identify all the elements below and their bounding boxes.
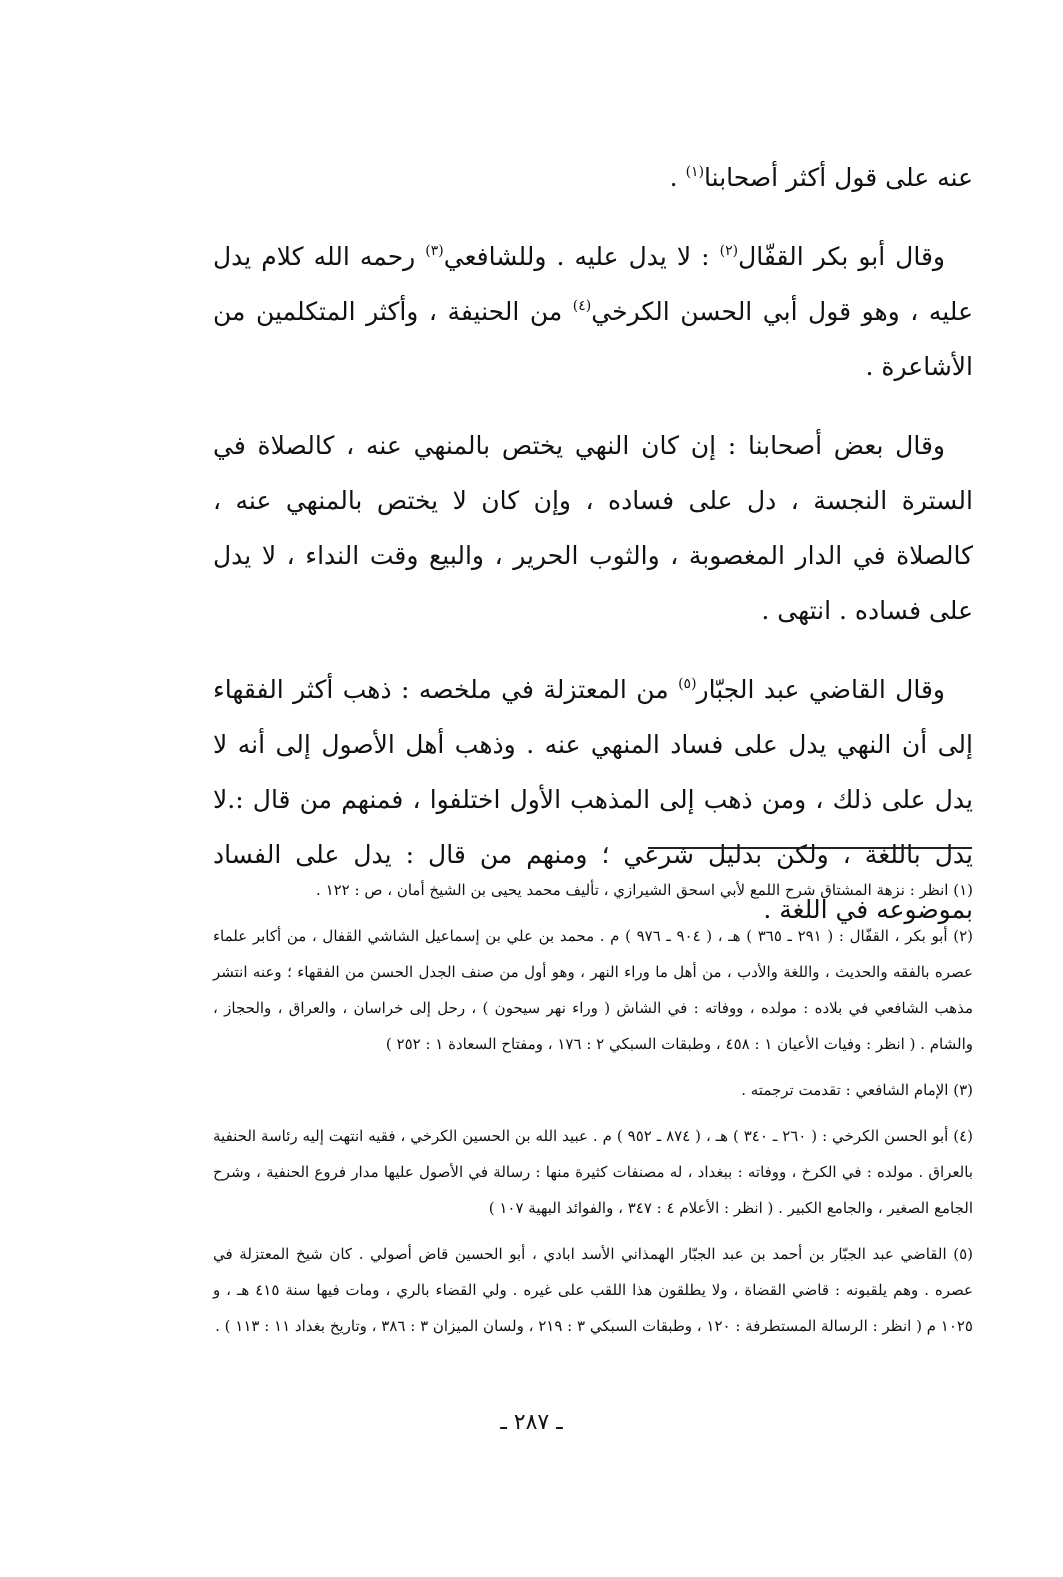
paragraph-2-text-d: من الحنيفة ، وأكثر المتكلمين من الأشاعرة . — [213, 297, 973, 381]
paragraph-4-text-b: من المعتزلة في ملخصه : ذهب أكثر الفقهاء إلى أن النهي يدل على فساد المنهي عنه . وذهب أهل الأصول إلى أنه لا يدل على ذلك ، ومن ذهب إلى المذهب الأول اختلفوا ، فمنهم من قال :.لا يدل باللغة ، ولكن بدليل شرعي ؛ ومنهم من قال : يدل على الفساد بموضوعه في اللغة . — [213, 675, 973, 924]
paragraph-4-text-a: وقال القاضي عبد الجبّار — [696, 675, 945, 704]
page-number: ـ ٢٨٧ ـ — [500, 1410, 563, 1435]
footnote-1: (١) انظر : نزهة المشتاق شرح اللمع لأبي اسحق الشيرازي ، تأليف محمد يحيى بن الشيخ أمان ، ص : ١٢٢ . — [316, 881, 973, 899]
paragraph-2 — [213, 229, 973, 394]
footnote-ref-1: (١) — [685, 164, 705, 180]
footnote-2: (٢) أبو بكر ، القفّال : ( ٢٩١ ـ ٣٦٥ ) هـ ، ( ٩٠٤ ـ ٩٧٦ ) م . محمد بن علي بن إسماعيل الشاشي القفال ، من أكابر علماء عصره بالفقه والحديث ، واللغة والأدب ، من أهل ما وراء النهر ، وهو أول من صنف الجدل الحسن من الفقهاء ؛ وعنه انتشر مذهب الشافعي في بلاده : مولده ، ووفاته : في الشاش ( وراء نهر سيحون ) ، رحل إلى خراسان ، والعراق ، والحجاز ، والشام . ( انظر : وفيات الأعيان ١ : ٤٥٨ ، وطبقات السبكي ٢ : ١٧٦ ، ومفتاح السعادة ١ : ٢٥٢ ) — [213, 927, 973, 1053]
footnote-divider — [648, 847, 972, 849]
footnote-3: (٣) الإمام الشافعي : تقدمت ترجمته . — [741, 1081, 973, 1099]
footnote-ref-4: (٤) — [572, 298, 592, 314]
paragraph-1-text: عنه على قول أكثر أصحابنا — [704, 163, 973, 192]
footnote-ref-5: (٥) — [678, 676, 697, 692]
footnote-ref-2: (٢) — [719, 243, 739, 259]
paragraph-1 — [213, 150, 973, 205]
footnote-5: (٥) القاضي عبد الجبّار بن أحمد بن عبد الجبّار الهمذاني الأسد ابادي ، أبو الحسين قاض أصولي . كان شيخ المعتزلة في عصره . وهم يلقبونه : قاضي القضاة ، ولا يطلقون هذا اللقب على غيره . ولي القضاء بالري ، ومات فيها سنة ٤١٥ هـ ، و ١٠٢٥ م ( انظر : الرسالة المستطرفة : ١٢٠ ، وطبقات السبكي ٣ : ٢١٩ ، ولسان الميزان ٣ : ٣٨٦ ، وتاريخ بغداد ١١ : ١١٣ ) . — [213, 1245, 974, 1335]
paragraph-2-text-a: وقال أبو بكر القفّال — [738, 242, 945, 271]
paragraph-2-text-b: : لا يدل عليه . وللشافعي — [443, 242, 720, 271]
footnote-4: (٤) أبو الحسن الكرخي : ( ٢٦٠ ـ ٣٤٠ ) هـ ، ( ٨٧٤ ـ ٩٥٢ ) م . عبيد الله بن الحسين الكرخي ، فقيه انتهت إليه رئاسة الحنفية بالعراق . مولده : في الكرخ ، ووفاته : ببغداد ، له مصنفات كثيرة منها : رسالة في الأصول عليها مدار فروع الحنفية ، وشرح الجامع الصغير ، والجامع الكبير . ( انظر : الأعلام ٤ : ٣٤٧ ، والفوائد البهية ١٠٧ ) — [213, 1127, 973, 1217]
footnotes — [213, 872, 973, 1354]
paragraph-3: وقال بعض أصحابنا : إن كان النهي يختص بالمنهي عنه ، كالصلاة في السترة النجسة ، دل على فساده ، وإن كان لا يختص بالمنهي عنه ، كالصلاة في الدار المغصوبة ، والثوب الحرير ، والبيع وقت النداء ، لا يدل على فساده . انتهى . — [213, 431, 974, 625]
paragraph-2-text-c: رحمه الله كلام يدل عليه ، وهو قول أبي الحسن الكرخي — [213, 242, 973, 326]
footnote-ref-3: (٣) — [425, 243, 444, 259]
paragraph-1-end: . — [669, 163, 686, 192]
main-text — [213, 150, 973, 961]
